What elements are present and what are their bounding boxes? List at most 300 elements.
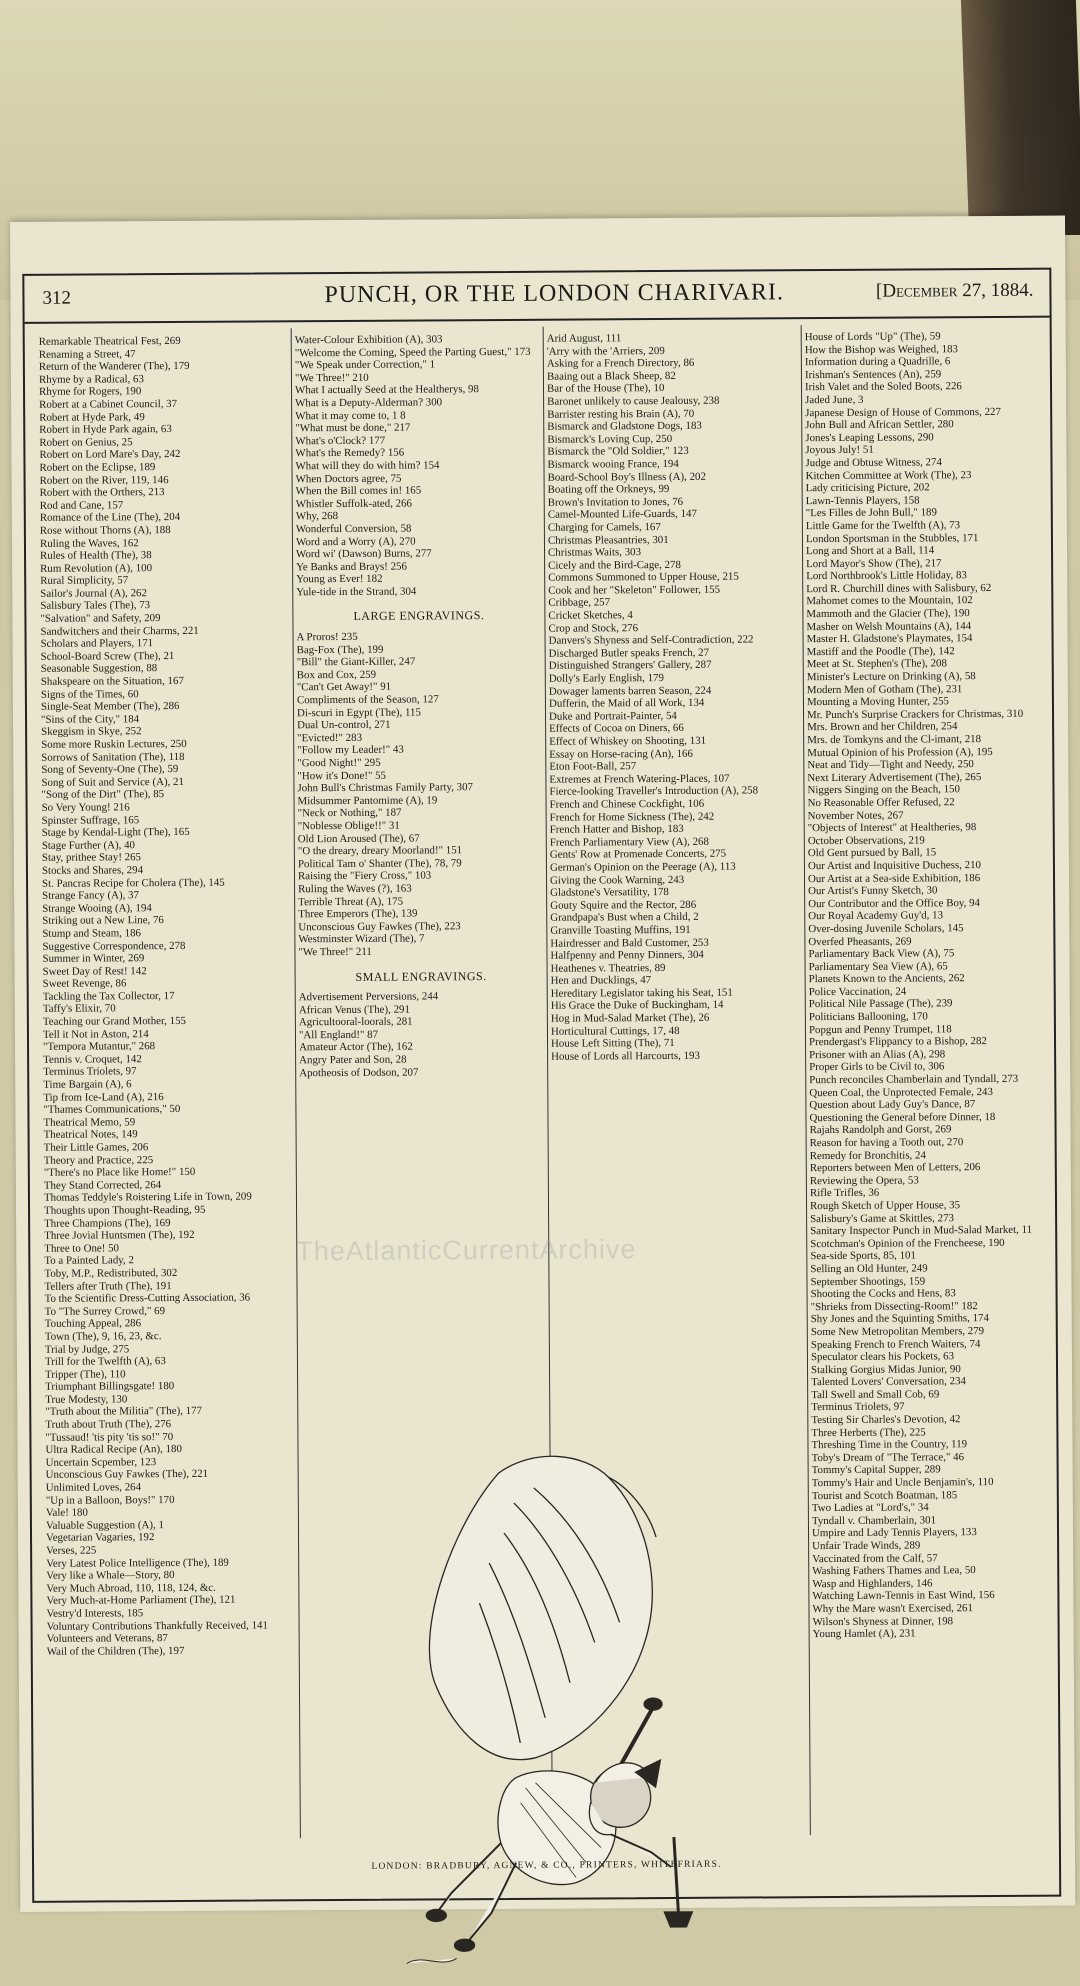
index-entry: Truth about Truth (The), 276 (45, 1418, 172, 1431)
index-entry: What will they do with him? 154 (295, 459, 440, 473)
index-entry: Touching Appeal, 286 (44, 1317, 142, 1331)
column-2-entries (295, 333, 542, 599)
index-entry: French and Chinese Cockfight, 106 (549, 797, 705, 811)
index-entry: Wasp and Highlanders, 146 (812, 1577, 933, 1590)
index-entry: Three Jovial Huntsmen (The), 192 (44, 1229, 195, 1242)
index-entry: Yule-tide in the Strand, 304 (296, 585, 417, 599)
index-entry: Our Royal Academy Guy'd, 13 (808, 909, 944, 923)
index-entry: Voluntary Contributions Thankfully Received, 141 (46, 1619, 268, 1633)
index-entry: Rifle Trifles, 36 (809, 1187, 880, 1200)
index-entry: Watching Lawn-Tennis in East Wind, 156 (812, 1589, 995, 1603)
index-entry: Di-scuri in Egypt (The), 115 (296, 706, 421, 719)
index-entry: Mrs. Brown and her Children, 254 (807, 720, 958, 734)
index-entry: Arid August, 111 (546, 332, 622, 345)
index-entry: When Doctors agree, 75 (295, 472, 402, 485)
index-entry: Punch reconciles Chamberlain and Tyndall, 273 (809, 1072, 1019, 1087)
page-header (24, 270, 1049, 324)
small-engravings-heading: SMALL ENGRAVINGS. (355, 968, 487, 984)
index-entry: Modern Men of Gotham (The), 231 (806, 682, 963, 696)
index-entry: Vegetarian Vagaries, 192 (46, 1531, 155, 1545)
index-entry: Barrister resting his Brain (A), 70 (547, 407, 695, 421)
index-entry: "Thames Communications," 50 (43, 1103, 181, 1117)
index-entry: Spinster Suffrage, 165 (41, 813, 140, 827)
large-engravings-list (297, 630, 544, 959)
index-entry: "Sins of the City," 184 (41, 713, 140, 726)
book-binding-edge (961, 0, 1080, 235)
index-entry: Wonderful Conversion, 58 (295, 522, 412, 536)
index-entry: Minister's Lecture on Drinking (A), 58 (806, 670, 976, 684)
index-entry: What I actually Seed at the Healtherys, 98 (294, 383, 479, 397)
index-entry: Bag-Fox (The), 199 (296, 643, 384, 656)
index-entry: Jones's Leaping Lessons, 290 (805, 431, 934, 444)
index-entry: Ye Banks and Brays! 256 (296, 560, 407, 573)
index-entry: Halfpenny and Penny Dinners, 304 (550, 948, 704, 962)
index-entry: Giving the Cook Warning, 243 (549, 873, 685, 887)
index-entry: Their Little Games, 206 (43, 1141, 149, 1154)
index-entry: Vale! 180 (45, 1506, 88, 1520)
index-entry: September Shootings, 159 (810, 1274, 926, 1288)
index-entry: Selling an Old Hunter, 249 (810, 1262, 928, 1276)
index-entry: What is a Deputy-Alderman? 300 (295, 396, 443, 410)
index-entry: Striking out a New Line, 76 (42, 914, 164, 928)
index-entry: "Up in a Balloon, Boys!" 170 (45, 1493, 175, 1507)
index-entry: Mahomet comes to the Mountain, 102 (806, 594, 973, 608)
index-entry: Robert on the River, 119, 146 (39, 473, 169, 487)
index-entry: Lawn-Tennis Players, 158 (805, 494, 920, 507)
index-entry: Three Herberts (The), 225 (811, 1426, 926, 1439)
index-entry: Vaccinated from the Calf, 57 (812, 1551, 938, 1565)
index-entry: "Can't Get Away!" 91 (296, 681, 392, 694)
index-entry: What's o'Clock? 177 (295, 434, 386, 448)
index-entry: Cook and her "Skeleton" Follower, 155 (548, 583, 721, 597)
index-entry: French Parliamentary View (A), 268 (549, 835, 709, 849)
large-engravings-heading: LARGE ENGRAVINGS. (353, 608, 485, 624)
index-entry: Old Gent pursued by Ball, 15 (807, 846, 937, 860)
index-entry: Scholars and Players, 171 (40, 637, 154, 651)
index-entry: John Bull and African Settler, 280 (805, 418, 954, 432)
index-entry: Essay on Horse-racing (An), 166 (549, 747, 693, 761)
index-entry: "We Three!" 210 (294, 371, 369, 385)
index-entry: Discharged Butler speaks French, 27 (548, 646, 710, 660)
index-entry: Tommy's Capital Supper, 289 (811, 1463, 941, 1477)
index-entry: Compliments of the Season, 127 (296, 693, 439, 707)
index-entry: Queen Coal, the Unprotected Female, 243 (809, 1085, 993, 1099)
index-entry: Next Literary Advertisement (The), 265 (807, 770, 982, 784)
index-entry: Young Hamlet (A), 231 (812, 1627, 916, 1641)
index-entry: A Proros! 235 (296, 630, 358, 644)
index-entry: Christmas Pleasantries, 301 (547, 533, 669, 547)
index-entry: Danvers's Shyness and Self-Contradiction, 222 (548, 633, 754, 647)
index-entry: Sorrows of Sanitation (The), 118 (41, 750, 185, 764)
index-entry: "Tempora Mutantur," 268 (43, 1040, 156, 1054)
index-entry: French for Home Sickness (The), 242 (549, 810, 715, 824)
index-entry: Volunteers and Veterans, 87 (46, 1632, 168, 1645)
index-entry: Hairdresser and Bald Customer, 253 (550, 936, 709, 950)
index-entry: Return of the Wanderer (The), 179 (38, 360, 190, 374)
index-entry: Political Nile Passage (The), 239 (808, 997, 953, 1011)
index-entry: To "The Surrey Crowd," 69 (44, 1304, 166, 1318)
index-entry: "Salvation" and Safety, 209 (40, 612, 161, 625)
index-entry: Agricultooral-loorals, 281 (298, 1015, 413, 1029)
index-entry: Brown's Invitation to Jones, 76 (547, 495, 684, 509)
index-entry: Trial by Judge, 275 (44, 1342, 130, 1356)
index-entry: "What must be done," 217 (295, 421, 411, 435)
index-entry: Very Much Abroad, 110, 118, 124, &c. (46, 1581, 216, 1595)
index-entry: German's Opinion on the Peerage (A), 113 (549, 860, 736, 874)
index-entry: Three Emperors (The), 139 (298, 907, 418, 921)
index-entry: "Truth about the Militia" (The), 177 (45, 1405, 203, 1419)
index-entry: Effect of Whiskey on Shooting, 131 (549, 734, 707, 748)
index-entry: Very like a Whale—Story, 80 (46, 1569, 175, 1582)
index-entry: Three Champions (The), 169 (44, 1216, 171, 1230)
index-entry: Vestry'd Interests, 185 (46, 1607, 144, 1620)
index-entry: "Follow my Leader!" 43 (297, 744, 404, 757)
index-entry: Camel-Mounted Life-Guards, 147 (547, 508, 697, 522)
printer-imprint: LONDON: BRADBURY, AGNEW, & CO., PRINTERS, WHITEFRIARS. (371, 1859, 722, 1872)
index-entry: Tennis v. Croquet, 142 (43, 1053, 142, 1066)
index-entry: Rough Sketch of Upper House, 35 (809, 1199, 961, 1213)
index-entry: Our Artist and Inquisitive Duchess, 210 (807, 859, 982, 873)
index-entry: Master H. Gladstone's Playmates, 154 (806, 632, 973, 646)
index-entry: London Sportsman in the Stubbles, 171 (805, 531, 979, 545)
index-entry: Word and a Worry (A), 270 (295, 535, 416, 548)
index-entry: Sea-side Sports, 85, 101 (810, 1249, 916, 1263)
index-entry: Robert in Hyde Park again, 63 (39, 423, 172, 436)
index-entry: They Stand Corrected, 264 (43, 1178, 162, 1192)
index-entry: Theatrical Notes, 149 (43, 1128, 138, 1142)
index-entry: Dolly's Early English, 179 (548, 672, 664, 685)
index-entry: Summer in Winter, 269 (42, 952, 145, 965)
index-entry: Unfair Trade Winds, 289 (812, 1539, 921, 1553)
index-entry: Tommy's Hair and Uncle Benjamin's, 110 (811, 1476, 994, 1490)
index-entry: Theatrical Memo, 59 (43, 1116, 136, 1129)
index-entry: Unconscious Guy Fawkes (The), 221 (45, 1468, 209, 1482)
index-entry: Baaing out a Black Sheep, 82 (546, 369, 676, 383)
index-entry: Gouty Squire and the Rector, 286 (550, 898, 697, 912)
index-entry: Tellers after Truth (The), 191 (44, 1279, 172, 1293)
index-entry: What's the Remedy? 156 (295, 446, 405, 460)
index-entry: Tripper (The), 110 (45, 1368, 126, 1381)
index-entry: Crop and Stock, 276 (548, 621, 639, 635)
index-entry: Lord Northbrook's Little Holiday, 83 (806, 569, 967, 583)
index-entry: Midsummer Pantomime (A), 19 (297, 794, 438, 808)
index-entry: Irish Valet and the Soled Boots, 226 (804, 380, 962, 394)
page-frame (22, 268, 1061, 1903)
index-entry: "All England!" 87 (298, 1028, 379, 1042)
index-entry: Apotheosis of Dodson, 207 (299, 1066, 419, 1079)
index-entry: Advertisement Perversions, 244 (298, 990, 439, 1004)
index-entry: Bar of the House (The), 10 (546, 382, 665, 396)
index-entry: Duke and Portrait-Painter, 54 (548, 709, 677, 723)
index-entry: Two Ladies at "Lord's," 34 (811, 1501, 929, 1515)
index-entry: Robert on Lord Mare's Day, 242 (39, 448, 181, 462)
index-entry: Song of Suit and Service (A), 21 (41, 775, 184, 789)
index-entry: French Hatter and Bishop, 183 (549, 823, 684, 836)
index-entry: Skeggism in Skye, 252 (41, 725, 142, 739)
index-entry: Prendergast's Flippancy to a Bishop, 282 (808, 1035, 987, 1049)
index-entry: Robert with the Orthers, 213 (39, 486, 165, 499)
index-entry: Japanese Design of House of Commons, 227 (805, 405, 1001, 419)
index-entry: Rajahs Randolph and Gorst, 269 (809, 1123, 952, 1137)
index-entry: Commons Summoned to Upper House, 215 (548, 570, 739, 585)
index-entry: "Song of the Dirt" (The), 85 (41, 788, 165, 802)
index-column-2 (295, 333, 545, 1080)
index-entry: Little Game for the Twelfth (A), 73 (805, 519, 961, 533)
index-entry: Granville Toasting Muffins, 191 (550, 923, 691, 937)
index-entry: Threshing Time in the Country, 119 (811, 1438, 968, 1452)
page-number: 312 (42, 287, 72, 309)
index-entry: Parliamentary Back View (A), 75 (808, 947, 955, 961)
index-entry: Politicians Ballooning, 170 (808, 1010, 928, 1024)
index-entry: Signs of the Times, 60 (40, 687, 139, 701)
index-entry: Ruling the Waves (?), 163 (298, 882, 412, 896)
index-entry: "How it's Done!" 55 (297, 769, 387, 782)
index-entry: Gents' Row at Promenade Concerts, 275 (549, 847, 727, 862)
index-entry: No Reasonable Offer Refused, 22 (807, 796, 955, 810)
index-entry: Stalking Gorgius Midas Junior, 90 (810, 1362, 961, 1376)
index-entry: Asking for a French Directory, 86 (546, 357, 695, 370)
index-entry: Masher on Welsh Mountains (A), 144 (806, 619, 972, 633)
index-entry: Extremes at French Watering-Places, 107 (549, 772, 730, 786)
index-entry: Proper Girls to be Civil to, 306 (809, 1060, 945, 1074)
index-entry: House of Lords all Harcourts, 193 (551, 1049, 700, 1063)
index-column-3 (547, 331, 801, 1063)
index-entry: Why, 268 (295, 510, 339, 523)
index-entry: Stage Further (A), 40 (41, 838, 136, 852)
index-entry: Board-School Boy's Illness (A), 202 (547, 470, 706, 484)
index-entry: Terrible Threat (A), 175 (298, 895, 404, 908)
index-entry: Shy Jones and the Squinting Smiths, 174 (810, 1312, 989, 1326)
index-entry: Unconscious Guy Fawkes (The), 223 (298, 919, 461, 933)
index-entry: Rum Revolution (A), 100 (40, 561, 153, 575)
index-entry: Speculator clears his Pockets, 63 (810, 1350, 955, 1364)
index-entry: Baronet unlikely to cause Jealousy, 238 (547, 394, 720, 408)
index-entry: Taffy's Elixir, 70 (42, 1002, 116, 1016)
index-entry: Lord Mayor's Show (The), 217 (806, 557, 942, 570)
index-entry: Westminster Wizard (The), 7 (298, 932, 425, 946)
index-entry: "Evicted!" 283 (297, 731, 363, 745)
index-entry: Why the Mare wasn't Exercised, 261 (812, 1602, 973, 1616)
index-entry: Mounting a Moving Hunter, 255 (806, 695, 950, 709)
index-entry: Mrs. de Tomkyns and the Cl-imant, 218 (807, 733, 982, 747)
index-entry: "Noblesse Oblige!!" 31 (297, 819, 400, 833)
index-entry: Rural Simplicity, 57 (40, 574, 129, 588)
index-entry: Angry Pater and Son, 28 (299, 1053, 407, 1067)
index-entry: November Notes, 267 (807, 809, 904, 822)
index-entry: Boating off the Orkneys, 99 (547, 483, 670, 496)
index-entry: Strange Fancy (A), 37 (42, 889, 139, 902)
index-entry: Fierce-looking Traveller's Introduction (A), 258 (549, 784, 759, 799)
index-entry: Mr. Punch's Surprise Crackers for Christmas, 310 (806, 707, 1024, 721)
index-entry: St. Pancras Recipe for Cholera (The), 145 (42, 876, 225, 890)
index-entry: Effects of Cocoa on Diners, 66 (549, 722, 684, 736)
index-entry: Our Artist's Funny Sketch, 30 (808, 884, 938, 898)
index-entry: "Objects of Interest" at Healtheries, 98 (807, 821, 977, 835)
index-entry: Neat and Tidy—Tight and Needy, 250 (807, 758, 974, 772)
index-entry: Some more Ruskin Lectures, 250 (41, 737, 187, 751)
index-entry: "O the dreary, dreary Moorland!" 151 (297, 844, 463, 858)
index-entry: Young as Ever! 182 (296, 573, 383, 586)
index-entry: Town (The), 9, 16, 23, &c. (44, 1330, 162, 1343)
index-entry: Time Bargain (A), 6 (43, 1078, 132, 1091)
index-entry: Raising the "Fiery Cross," 103 (297, 869, 432, 883)
index-entry: Tyndall v. Chamberlain, 301 (811, 1514, 937, 1527)
index-entry: Lord R. Churchill dines with Salisbury, 62 (806, 581, 992, 596)
index-entry: Long and Short at a Ball, 114 (805, 544, 935, 558)
index-entry: Remedy for Bronchitis, 24 (809, 1149, 926, 1162)
index-entry: Tell it Not in Aston, 214 (42, 1027, 149, 1041)
index-entry: Dufferin, the Maid of all Work, 134 (548, 696, 705, 710)
index-entry: John Bull's Christmas Family Party, 307 (297, 781, 474, 795)
index-entry: Mammoth and the Glacier (The), 190 (806, 607, 970, 621)
index-entry: "Shrieks from Dissecting-Room!" 182 (810, 1299, 978, 1313)
index-entry: Robert on Genius, 25 (39, 436, 133, 449)
index-entry: So Very Young! 216 (41, 801, 130, 814)
index-entry: Terminus Triolets, 97 (43, 1065, 137, 1079)
index-entry: Over-dosing Juvenile Scholars, 145 (808, 922, 964, 936)
index-entry: How the Bishop was Weighed, 183 (804, 342, 959, 356)
index-entry: Valuable Suggestion (A), 1 (45, 1518, 164, 1532)
index-entry: Suggestive Correspondence, 278 (42, 939, 186, 953)
index-entry: Some New Metropolitan Members, 279 (810, 1324, 985, 1339)
index-entry: House Left Sitting (The), 71 (550, 1037, 675, 1050)
index-entry: Sweet Revenge, 86 (42, 977, 127, 991)
index-entry: Seasonable Suggestion, 88 (40, 662, 158, 676)
index-entry: Overfed Pheasants, 269 (808, 935, 912, 948)
index-entry: Old Lion Aroused (The), 67 (297, 832, 420, 845)
index-entry: Ruling the Waves, 162 (39, 536, 139, 550)
index-entry: Salisbury's Game at Skittles, 273 (810, 1211, 954, 1225)
index-entry: Toby, M.P., Redistributed, 302 (44, 1266, 178, 1280)
index-entry: Rhyme by a Radical, 63 (38, 372, 144, 386)
index-entry: Unlimited Loves, 264 (45, 1481, 142, 1494)
index-entry: Rhyme for Rogers, 190 (39, 385, 142, 399)
index-entry: Meet at St. Stephen's (The), 208 (806, 657, 947, 671)
index-entry: Song of Seventy-One (The), 59 (41, 763, 179, 777)
index-entry: Strange Wooing (A), 194 (42, 901, 152, 915)
flag-bearer-illustration (393, 1442, 716, 1984)
index-entry: Bismarck the "Old Soldier," 123 (547, 445, 689, 459)
index-entry: Tourist and Scotch Boatman, 185 (811, 1488, 958, 1502)
index-entry: Tackling the Tax Collector, 17 (42, 989, 175, 1003)
index-entry: Lady criticising Picture, 202 (805, 481, 930, 495)
index-entry: Thomas Teddyle's Roistering Life in Town, 209 (43, 1190, 252, 1205)
index-entry: Box and Cox, 259 (296, 668, 377, 682)
index-entry: Very Latest Police Intelligence (The), 189 (46, 1556, 229, 1570)
index-entry: Our Artist at a Sea-side Exhibition, 186 (807, 871, 981, 885)
index-entry: "Welcome the Coming, Speed the Parting Guest," 173 (294, 345, 531, 359)
index-entry: Joyous July! 51 (805, 444, 874, 457)
index-entry: Uncertain Scpember, 123 (45, 1455, 157, 1469)
index-entry: Reporters between Men of Letters, 206 (809, 1161, 981, 1175)
index-entry: Bismarck's Loving Cup, 250 (547, 432, 673, 446)
index-entry: Whistler Suffolk-ated, 266 (295, 497, 413, 510)
index-entry: "We Speak under Correction," 1 (294, 358, 436, 372)
small-engravings-list (299, 990, 545, 1080)
index-entry: Mastiff and the Poodle (The), 142 (806, 645, 955, 658)
index-entry: Planets Known to the Ancients, 262 (808, 972, 965, 986)
index-entry: Sandwitchers and their Charms, 221 (40, 624, 199, 638)
index-entry: Police Vaccination, 24 (808, 985, 907, 999)
index-entry: "There's no Place like Home!" 150 (43, 1166, 196, 1179)
index-entry: School-Board Screw (The), 21 (40, 649, 175, 663)
index-entry: To a Painted Lady, 2 (44, 1254, 134, 1268)
index-entry: Triumphant Billingsgate! 180 (45, 1380, 175, 1394)
index-entry: Washing Fathers Thames and Lea, 50 (812, 1564, 976, 1578)
index-entry: Shooting the Cocks and Hens, 83 (810, 1287, 956, 1301)
index-entry: His Grace the Duke of Buckingham, 14 (550, 999, 724, 1013)
index-entry: Testing Sir Charles's Devotion, 42 (811, 1413, 961, 1427)
index-entry: Political Tam o' Shanter (The), 78, 79 (297, 857, 462, 871)
index-entry: Speaking French to French Waiters, 74 (810, 1337, 981, 1351)
index-entry: African Venus (The), 291 (298, 1003, 410, 1016)
index-entry: Robert at Hyde Park, 49 (39, 410, 145, 424)
index-entry: Verses, 225 (46, 1544, 97, 1557)
index-entry: Remarkable Theatrical Fest, 269 (38, 334, 181, 348)
index-entry: Jaded June, 3 (805, 393, 864, 407)
index-entry: Bismarck wooing France, 194 (547, 457, 679, 471)
index-entry: Parliamentary Sea View (A), 65 (808, 959, 948, 973)
index-entry: Stay, prithee Stay! 265 (41, 851, 142, 865)
index-entry: "Good Night!" 295 (297, 756, 381, 770)
index-entry: Bismarck and Gladstone Dogs, 183 (547, 419, 702, 433)
index-entry: What it may come to, 1 8 (295, 409, 406, 422)
index-entry: Cribbage, 257 (548, 596, 611, 610)
index-entry: Amateur Actor (The), 162 (299, 1041, 413, 1054)
index-entry: Robert at a Cabinet Council, 37 (39, 397, 178, 411)
page-title: PUNCH, OR THE LONDON CHARIVARI. (324, 279, 785, 309)
index-entry: Stump and Steam, 186 (42, 927, 142, 940)
index-entry: Our Contributor and the Office Boy, 94 (808, 896, 981, 910)
index-entry: Christmas Waits, 303 (547, 546, 642, 559)
index-column-1 (39, 334, 295, 1658)
index-entry: Eton Foot-Ball, 257 (549, 760, 637, 773)
index-column-4 (805, 330, 1053, 1641)
index-entry: Stage by Kendal-Light (The), 165 (41, 826, 190, 839)
index-entry: Scotchman's Opinion of the Frencheese, 190 (810, 1236, 1005, 1250)
index-entry: Gladstone's Versatility, 178 (550, 886, 669, 899)
index-entry: Umpire and Lady Tennis Players, 133 (811, 1526, 977, 1540)
index-entry: Hog in Mud-Salad Market (The), 26 (550, 1011, 710, 1025)
index-entry: Mutual Opinion of his Profession (A), 195 (807, 745, 993, 759)
index-entry: Information during a Quadrille, 6 (804, 355, 951, 369)
index-entry: "Les Filles de John Bull," 189 (805, 506, 937, 520)
index-entry: Tip from Ice-Land (A), 216 (43, 1090, 164, 1104)
index-entry: When the Bill comes in! 165 (295, 484, 422, 498)
index-entry: "Bill" the Giant-Killer, 247 (296, 655, 416, 669)
index-entry: Sailor's Journal (A), 262 (40, 587, 147, 600)
index-entry: Renaming a Street, 47 (38, 347, 136, 361)
index-entry: Reason for having a Tooth out, 270 (809, 1136, 964, 1150)
index-entry: 'Arry with the 'Arriers, 209 (546, 344, 665, 358)
index-entry: Water-Colour Exhibition (A), 303 (294, 333, 443, 347)
index-entry: Rose without Thorns (A), 188 (39, 523, 171, 537)
index-entry: Rod and Cane, 157 (39, 499, 124, 512)
index-entry: Charging for Camels, 167 (547, 520, 661, 534)
index-entry: Talented Lovers' Conversation, 234 (811, 1375, 966, 1389)
index-entry: Word wi' (Dawson) Burns, 277 (295, 547, 432, 561)
index-entry: Dowager laments barren Season, 224 (548, 684, 712, 698)
index-entry: Trill for the Twelfth (A), 63 (44, 1355, 166, 1368)
index-entry: True Modesty, 130 (45, 1393, 128, 1406)
index-entry: Ultra Radical Recipe (An), 180 (45, 1443, 182, 1457)
index-entry: Reviewing the Opera, 53 (809, 1174, 919, 1187)
index-entry: Theory and Practice, 225 (43, 1153, 154, 1167)
index-entry: House of Lords "Up" (The), 59 (804, 330, 941, 344)
index-entry: Grandpapa's Bust when a Child, 2 (550, 911, 699, 925)
index-entry: Cicely and the Bird-Cage, 278 (548, 558, 681, 572)
index-entry: Distinguished Strangers' Gallery, 287 (548, 659, 712, 673)
